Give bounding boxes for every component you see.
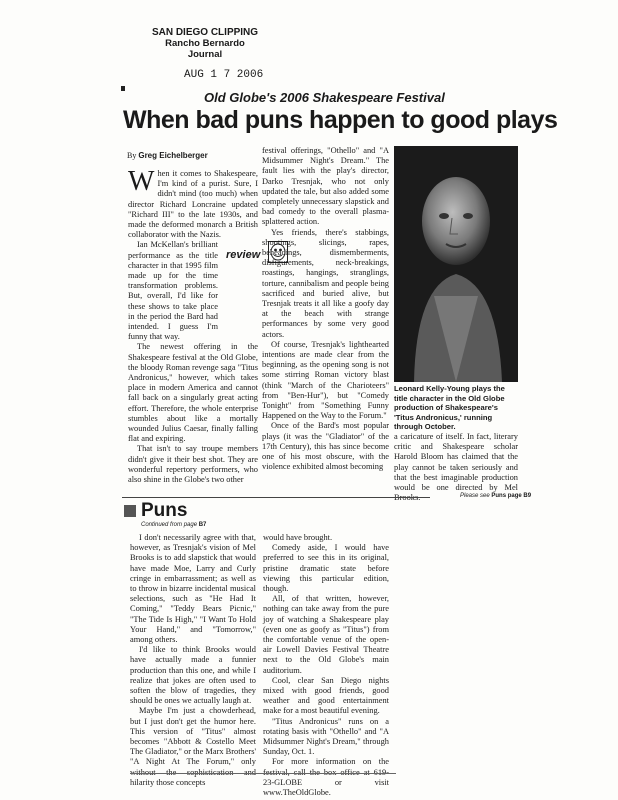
paragraph: That isn't to say troupe members didn't give it their best shot. They are wonderful repertory performers, who also shine in the Globe's two other: [128, 444, 258, 485]
paragraph: For more information on the 23-GLOBE or visit www.TheOldGlobe.: [263, 757, 389, 798]
paragraph: "Titus Andronicus" runs on a rotating basis with "Othello" and "A Midsummer Night's Dream," through Sunday, Oct. 1.: [263, 716, 389, 757]
paragraph: Comedy aside, I would have preferred to see this in its original, pristine dramatic state before viewing this particular edition, though.: [263, 543, 389, 594]
paragraph: Of course, Tresnjak's lighthearted intentions are made clear from the beginning, as the opening song is not some stirring Roman victory blast (think "March of the Charioteers" from "Ben-Hur"), but "Comedy Tonight" from "Something Funny Happened on the Way to the Forum.": [262, 339, 389, 421]
from-prefix: Continued from page: [141, 522, 198, 528]
puns-bullet-icon: [124, 505, 136, 517]
byline-prefix: By: [127, 151, 137, 160]
continuation-column-1: [130, 533, 256, 788]
paragraph: Maybe I'm just a chowderhead, but I just don't get the humor here. This version of "Titus" almost becomes "Abbott & Costello Meet The Gladiator," or the Marx Brothers' "A Night At The Forum," only hilarity those concepts: [130, 706, 256, 787]
paragraph: I don't necessarily agree with that, however, as Tresnjak's vision of Mel Brooks is to add slapstick that would have made Moe, Larry and Curly cringe in embarrassment; as well as to throw in bizarre incidental musical selections, such as "He Had It Coming," "Teddy Bears Picnic," "The Tide Is High," "I Want To Hold Your Hand," and "Tomorrow," among others.: [130, 533, 256, 645]
paragraph: I'd like to think Brooks would have actually made a funnier production than this one, and while I realize that jokes are often used to soften the blow of tragedies, they should be ones we actually laugh at.: [130, 645, 256, 706]
article-headline: When bad puns happen to good plays: [123, 106, 558, 134]
see-ref: Puns: [491, 493, 507, 499]
article-column-2: [262, 146, 389, 473]
clipping-paper-name: Journal: [187, 49, 223, 60]
article-column-1: [128, 166, 261, 485]
clipping-service: SAN DIEGO CLIPPING: [151, 27, 259, 38]
see-prefix: Please see: [460, 493, 490, 499]
continuation-rule: [122, 497, 430, 498]
paragraph: All, of that written, however, nothing can take away from the pure joy of watching a Shakespeare play (even one as goofy as "Titus") from the comfortable venue of the open-air Lowell Davies Festival Theatre next to the Old Globe's main auditorium.: [263, 594, 389, 675]
paragraph: Once of the Bard's most popular plays (it was the "Gladiator" of the 17th Century), this has since become one of his most obscure, with the violence exhibited almost becoming: [262, 421, 389, 472]
see-jump: [460, 493, 531, 499]
byline: [127, 151, 208, 160]
continuation-column-2: [263, 533, 389, 798]
paragraph: a caricature of itself. In fact, literary critic and Shakespeare scholar Harold Bloom has claimed that the play cannot be taken seriously and that the best imaginable production would be one directed by Mel: [394, 432, 518, 493]
paragraph: The newest offering in the Shakespeare festival at the Old Globe, the bloody Roman revenge saga "Titus Andronicus," however, which takes place in modern America and cannot fall back on a singularly great acting effort. Therefore, the whole enterprise stumbles about like a mortally wounded Julius Caesar, finally falling flat and expiring.: [128, 342, 258, 444]
paragraph: Ian McKellan's brilliant performance as the title character in that 1995 film made up for the time transformation problems. But, overall, I'd like for these shows to take place in the period the Bard had intended. I guess I'm funny that way.: [128, 240, 218, 342]
paragraph: would have brought.: [263, 533, 333, 542]
byline-author: Greg Eichelberger: [138, 151, 208, 160]
from-page: B7: [198, 522, 207, 528]
actor-photo: [394, 146, 518, 382]
drop-cap: W: [128, 166, 155, 197]
clipping-date: AUG 1 7 2006: [184, 69, 264, 81]
continuation-bottom-rule: [130, 773, 396, 774]
see-page: page B9: [507, 493, 532, 499]
paragraph: festival offerings, "Othello" and "A Midsummer Night's Dream." The fault lies with the play's director, Darko Tresnjak, who not only updated the tale, but also added some completely unnecessary slapstick and bad comedy to the overall plasma-splattered action.: [262, 146, 389, 227]
continued-from: [141, 522, 206, 528]
review-label: review: [226, 249, 261, 261]
clipping-paper: Rancho Bernardo: [165, 38, 245, 49]
actor-portrait-image: [394, 146, 518, 382]
photo-caption: Leonard Kelly-Young plays the title character in the Old Globe production of Shakespeare's 'Titus Andronicus,' running through October.: [394, 384, 505, 432]
paragraph: hen it comes to Shakespeare, I'm kind of a purist. Sure, I didn't mind (too much) when director Richard Loncraine updated "Richard III" to the late 1930s, and made the deformed monarch a British collaborator with the Nazis.: [128, 169, 258, 240]
article-kicker: Old Globe's 2006 Shakespeare Festival: [204, 90, 445, 105]
paragraph: Cool, clear San Diego nights mixed with good friends, good weather and good entertainment make for a most beautiful evening.: [263, 675, 389, 716]
paragraph: Yes friends, there's stabbings, shootings, slicings, rapes, beheadings, dismemberments, disfigurements, neck-breakings, roastings, hangings, stranglings, torture, cannibalism and people being sacrificed and buried alive, but Tresnjak treats it all like a goofy day at the beach with strange performances by some very good actors.: [262, 227, 389, 339]
continuation-heading: Puns: [141, 500, 188, 521]
clipping-stamp: [150, 27, 260, 60]
corner-mark: [121, 86, 125, 91]
